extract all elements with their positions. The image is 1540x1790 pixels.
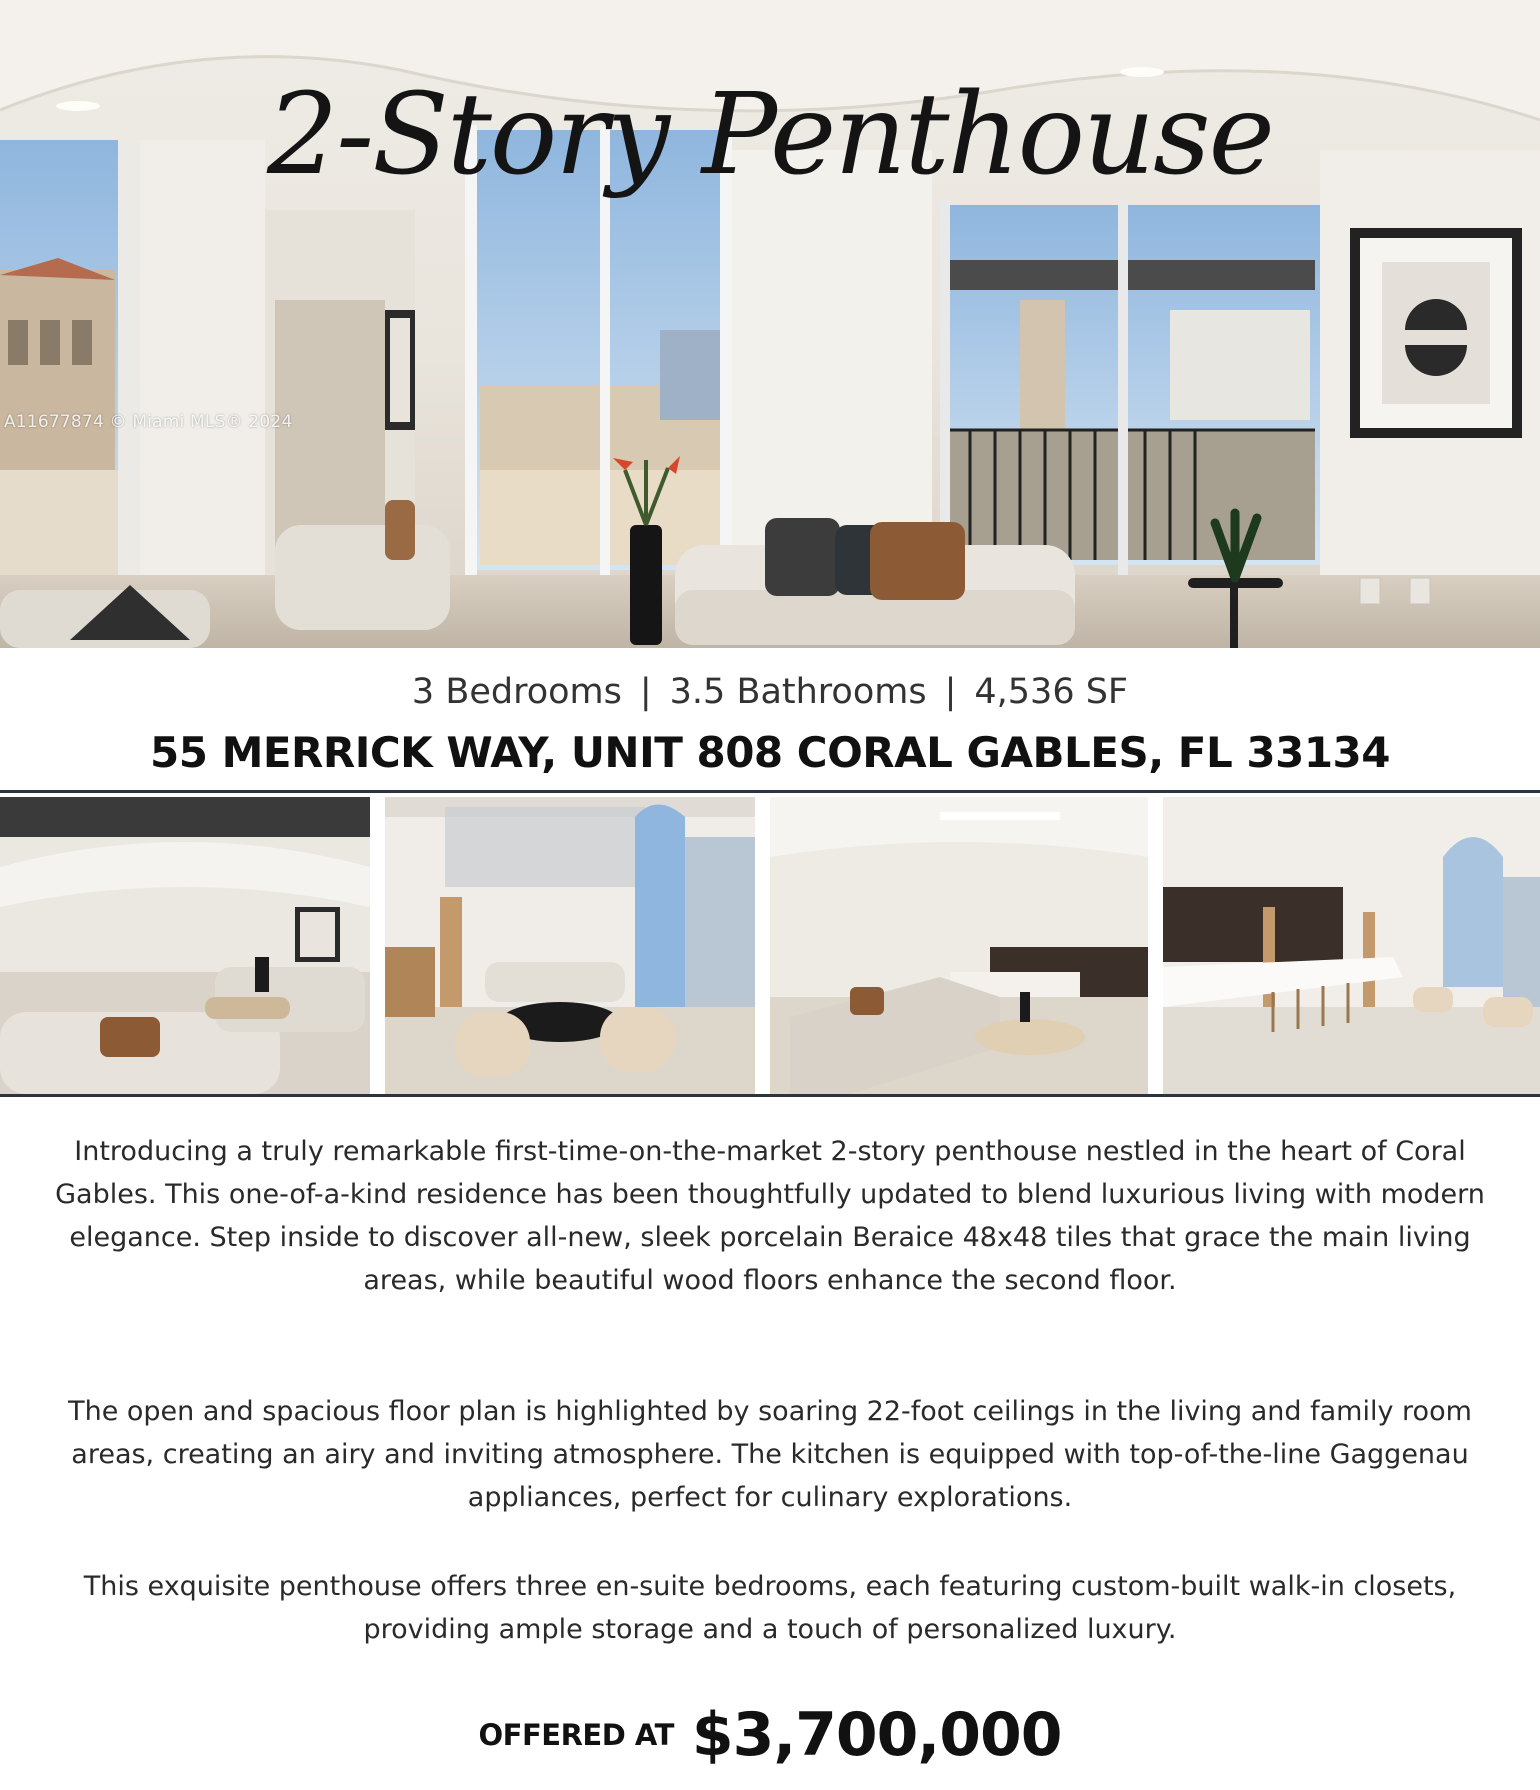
spec-separator: | [639,672,652,712]
property-address: 55 MERRICK WAY, UNIT 808 CORAL GABLES, FL 33134 [150,728,1390,777]
square-footage: 4,536 SF [974,672,1129,712]
gallery-photo-kitchen[interactable] [1163,797,1540,1094]
gallery-photo-family-room[interactable] [385,797,755,1094]
listing-price: $3,700,000 [691,1700,1062,1770]
gallery-top-rule [0,790,1540,793]
spec-separator: | [944,672,957,712]
gallery-photo-living-room[interactable] [0,797,370,1094]
bedrooms-count: 3 Bedrooms [411,672,622,712]
gallery-photo-open-living[interactable] [770,797,1148,1094]
offered-at-label: OFFERED AT [478,1718,674,1752]
bathrooms-count: 3.5 Bathrooms [669,672,927,712]
description-paragraph-3: This exquisite penthouse offers three en-suite bedrooms, each featuring custom-built walk-in closets, providing ample storage and a touch of personalized luxury. [83,1571,1457,1645]
description-paragraph-1: Introducing a truly remarkable first-time-on-the-market 2-story penthouse nestled in the heart of Coral Gables. This one-of-a-kind residence has been thoughtfully updated to blend luxurious living with modern elegance. Step inside to discover all-new, sleek porcelain Beraice 48x48 tiles that grace the main living areas, while beautiful wood floors enhance the second floor. [55,1136,1485,1296]
mls-watermark: A11677874 © Miami MLS® 2024 [4,412,293,432]
price-row [0,1700,1540,1770]
photo-gallery [0,797,1540,1094]
description-paragraph-2: The open and spacious floor plan is highlighted by soaring 22-foot ceilings in the living and family room areas, creating an airy and inviting atmosphere. The kitchen is equipped with top-of-the-line Gaggenau appliances, perfect for culinary explorations. [68,1396,1472,1513]
gallery-bottom-rule [0,1094,1540,1097]
hero-photo [0,0,1540,648]
property-specs [0,672,1540,712]
hero-title: 2-Story Penthouse [267,70,1273,200]
